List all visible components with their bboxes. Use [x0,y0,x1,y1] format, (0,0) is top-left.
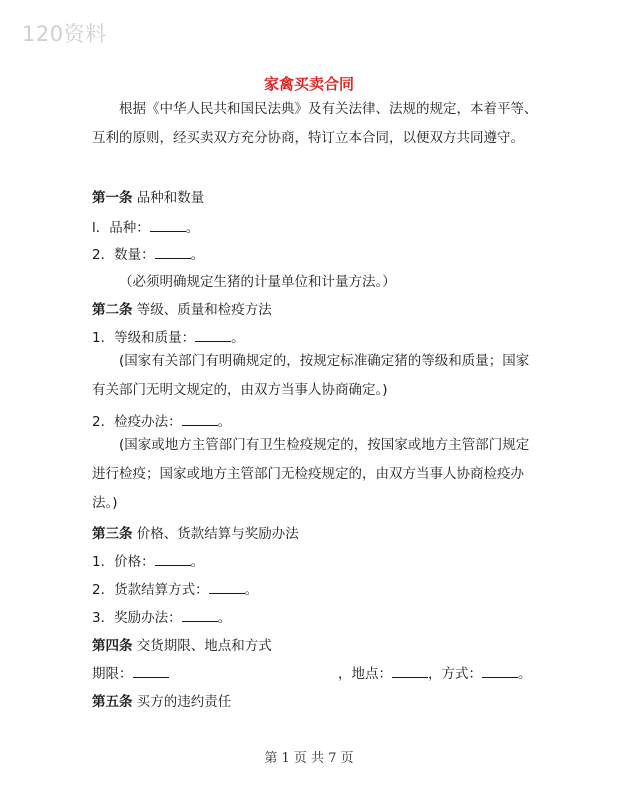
intro-paragraph: 根据《中华人民共和国民法典》及有关法律、法规的规定，本着平等、互利的原则，经买卖双方充分协商，特订立本合同，以便双方共同遵守。 [92,101,538,146]
article-2-number: 第二条 [92,302,133,318]
article-3-item-3-label: 3．奖励办法： [92,610,182,626]
article-4-term-line [92,662,169,682]
blank-line [150,219,186,232]
article-2-heading [92,298,272,318]
period: 。 [217,610,232,626]
article-1-item-2-label: 2．数量： [92,247,155,263]
blank-line [482,665,518,678]
article-2-title: 等级、质量和检疫方法 [136,302,272,318]
blank-line [133,665,169,678]
article-2-note-2: (国家或地方主管部门有卫生检疫规定的，按国家或地方主管部门规定进行检疫；国家或地方主管部门无检疫规定的，由双方当事人协商检疫办法。) [92,437,530,511]
period: 。 [244,582,259,598]
article-1-item-1-label: l．品种： [92,220,150,236]
article-3-item-2-label: 2．货款结算方式： [92,582,209,598]
article-5-number: 第五条 [92,694,133,710]
article-3-heading [92,522,299,542]
article-3-item-2 [92,578,258,598]
article-2-item-1 [92,326,245,346]
period: 。 [190,554,205,570]
article-4-method-label: ，方式： [428,666,482,682]
article-3-number: 第三条 [92,526,133,542]
period: 。 [190,247,205,263]
article-1-item-2 [92,243,204,263]
article-1-item-1 [92,216,199,236]
blank-line [155,246,191,259]
article-3-item-1-label: 1．价格： [92,554,155,570]
article-4-place-method-line [338,662,532,682]
article-2-item-2-label: 2．检疫办法： [92,414,182,430]
article-1-note: （必须明确规定生猪的计量单位和计量方法。） [119,274,396,290]
article-2-item-2 [92,410,231,430]
article-1-title: 品种和数量 [136,190,205,206]
period: 。 [231,330,245,346]
article-1-number: 第一条 [92,190,133,206]
article-1-heading [92,186,204,206]
page-footer: 第 1 页 共 7 页 [264,751,354,766]
article-4-heading [92,634,272,654]
article-4-title: 交货期限、地点和方式 [136,638,272,654]
blank-line [392,665,428,678]
blank-line [195,329,231,342]
document-title: 家禽买卖合同 [263,75,354,93]
article-4-number: 第四条 [92,638,133,654]
article-2-item-1-label: 1．等级和质量： [92,330,196,346]
period: 。 [518,666,532,682]
article-5-title: 买方的违约责任 [136,694,232,710]
article-4-term-label: 期限： [92,666,133,682]
article-3-item-3 [92,606,231,626]
period: 。 [217,414,232,430]
article-2-note-1: (国家有关部门有明确规定的，按规定标准确定猪的等级和质量；国家有关部门无明文规定的，由双方当事人协商确定。) [92,353,530,398]
article-5-heading [92,690,231,710]
article-4-place-label: ，地点： [338,666,392,682]
article-3-item-1 [92,550,204,570]
blank-line [182,609,218,622]
blank-line [155,553,191,566]
period: 。 [185,220,200,236]
watermark: 120资料 [22,22,107,46]
article-3-title: 价格、货款结算与奖励办法 [136,526,299,542]
blank-line [209,581,245,594]
blank-line [182,413,218,426]
